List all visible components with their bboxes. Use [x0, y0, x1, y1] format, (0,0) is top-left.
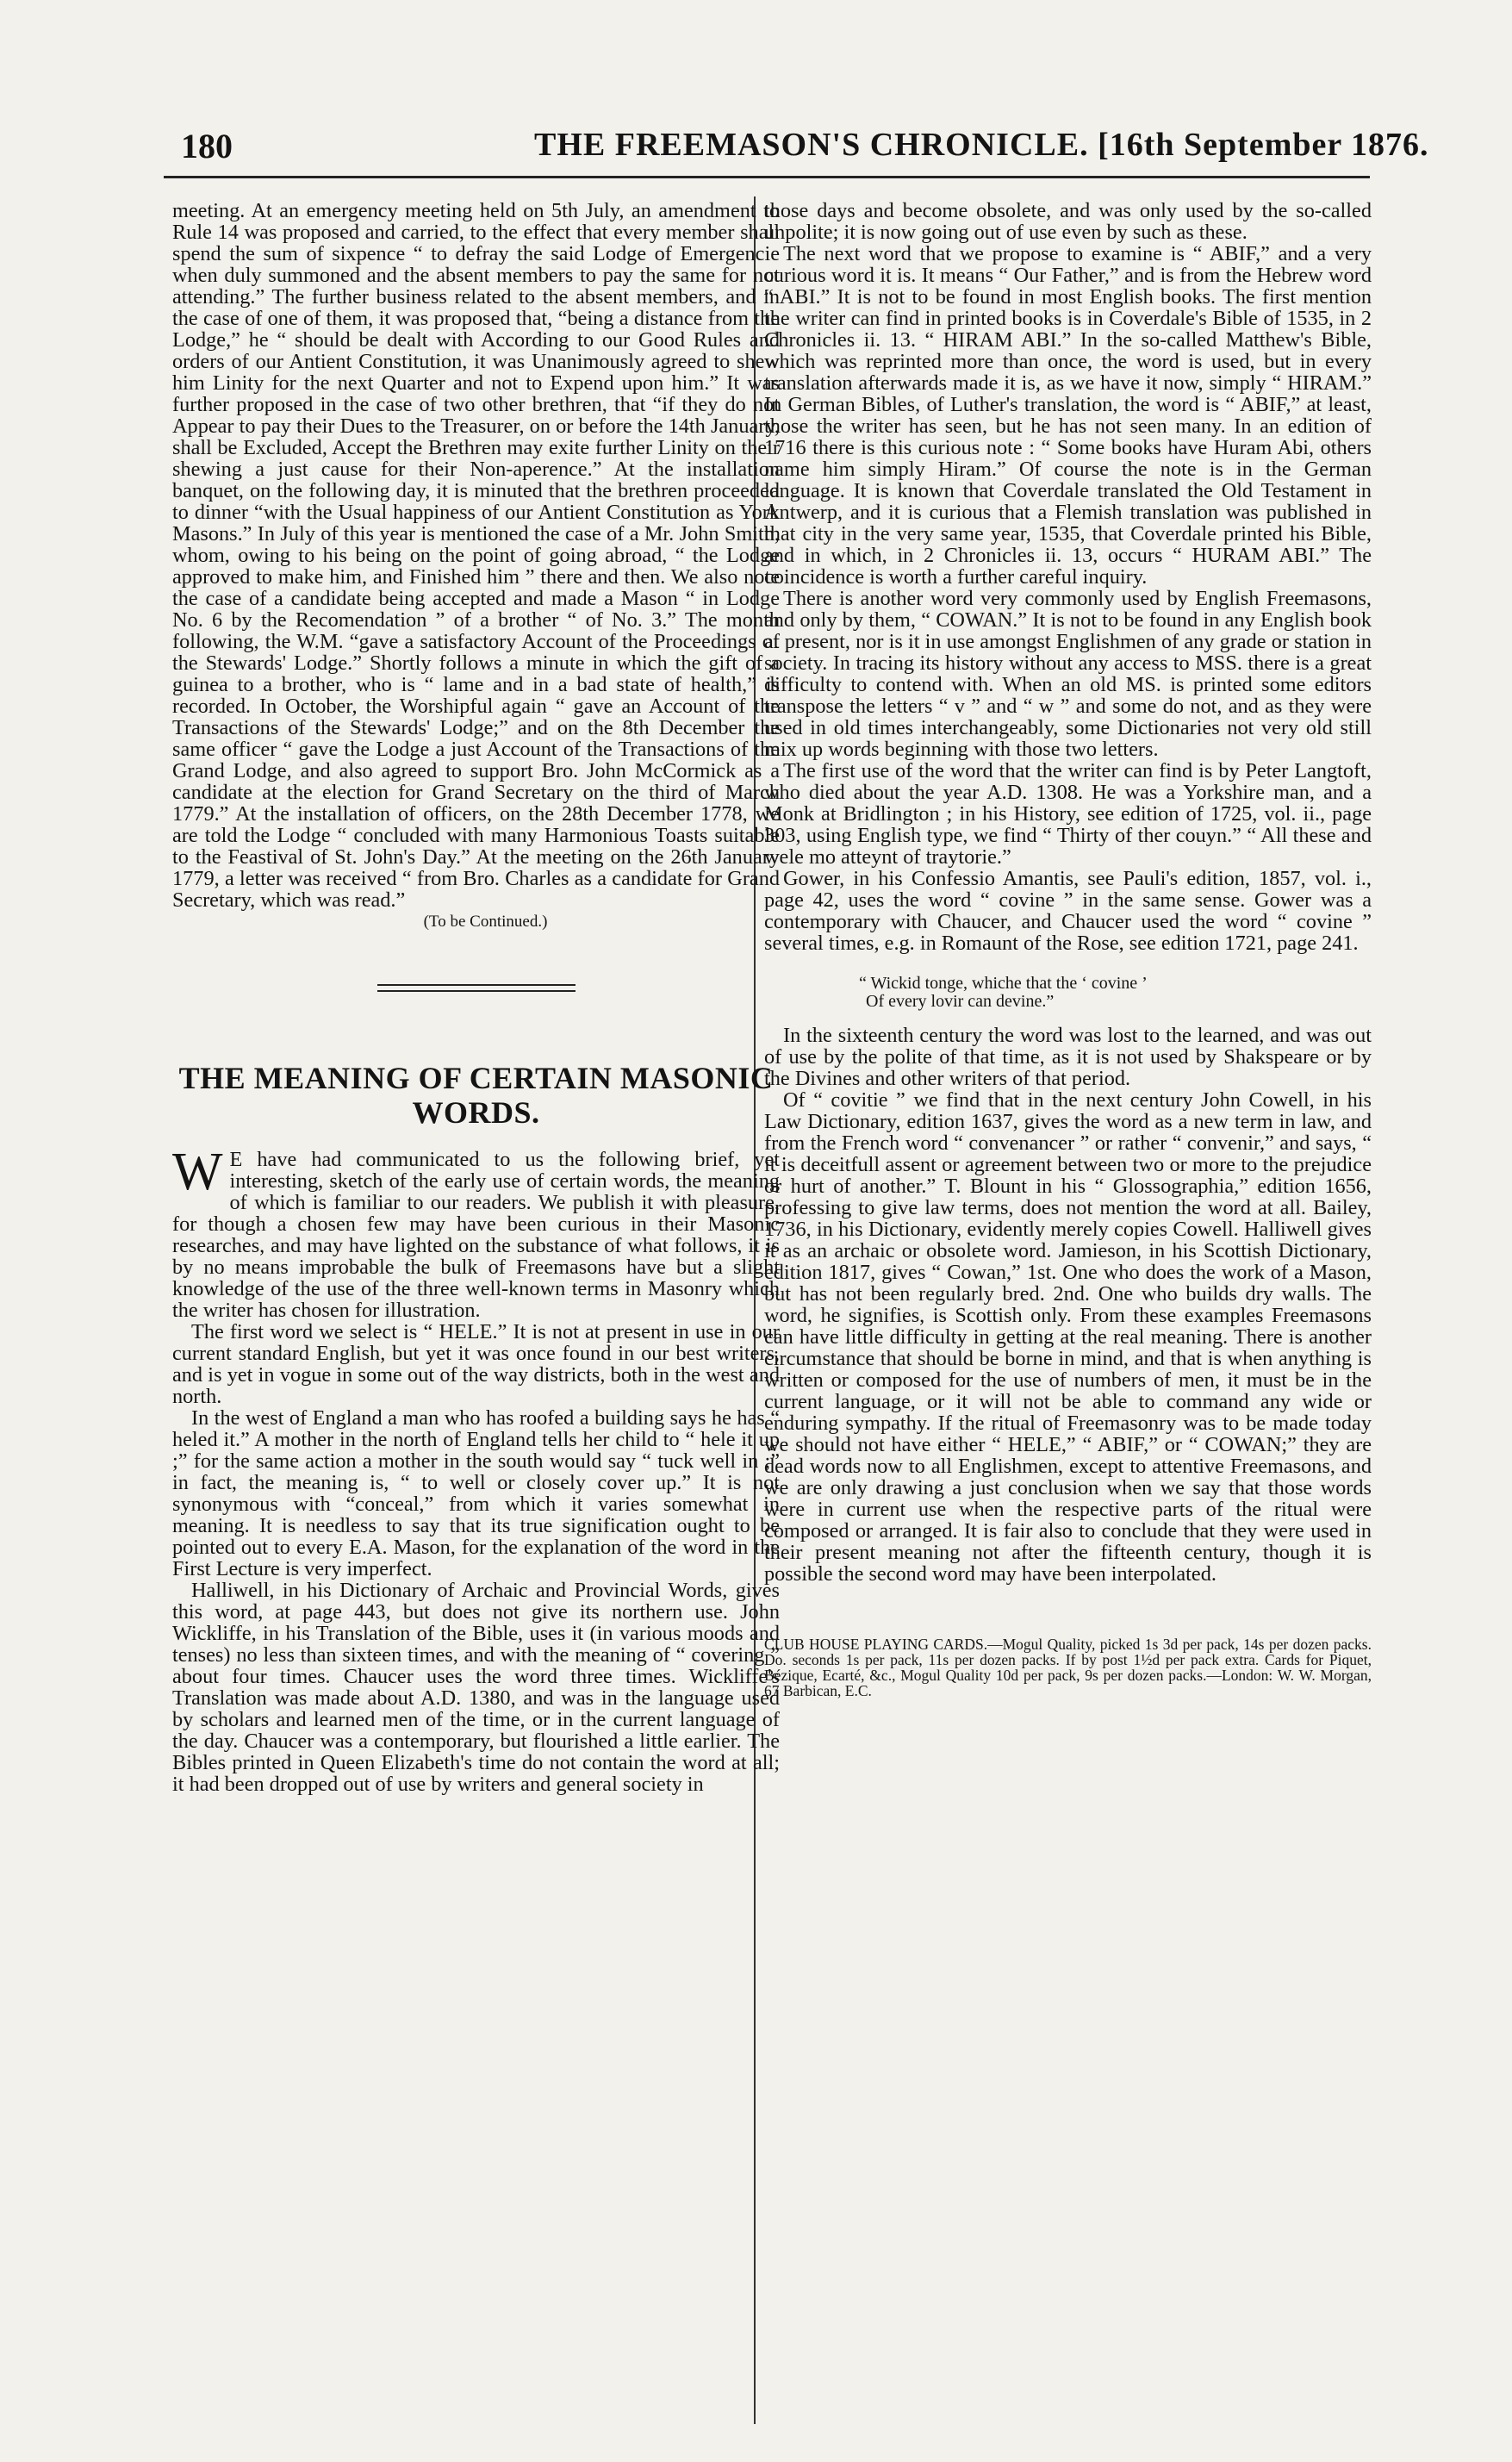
article-intro-text: E have had communicated to us the following brief, yet interesting, sketch of the early use of certain words, the meaning of which is familiar to our readers. We publish it with pleasure, for though a chosen few may have been curious in their Masonic researches, and may have lighted on the substance of what follows, it is by no means improbable the bulk of Freemasons have but a slight knowledge of the use of the three well-known terms in Masonry which the writer has chosen for illustration.: [172, 1148, 780, 1322]
page-header: [164, 121, 1429, 178]
masthead-title: THE FREEMASON'S CHRONICLE. [16th September 1876.: [534, 127, 1429, 163]
article-paragraph: In the sixteenth century the word was lost to the learned, and was out of use by the polite of that time, as it is not used by Shakspeare or by the Divines and other writers of that period.: [764, 1024, 1372, 1090]
article-paragraph: those days and become obsolete, and was only used by the so-called unpolite; it is now going out of use even by such as these.: [764, 200, 1372, 244]
right-column: [764, 200, 1372, 2419]
article-paragraph: The next word that we propose to examine is “ ABIF,” and a very curious word it is. It means “ Our Father,” and is from the Hebrew word “ ABI.” It is not to be found in most English books. The first mention the writer can find in printed books is in Coverdale's Bible of 1535, in 2 Chronicles ii. 13. “ HIRAM ABI.” In the so-called Matthew's Bible, which was reprinted more than once, the word is used, but in every translation afterwards made it is, as we have it now, simply “ HIRAM.” In German Bibles, of Luther's translation, the word is “ ABIF,” at least, those the writer has seen, but he has not seen many. In an edition of 1716 there is this curious note : “ Some books have Huram Abi, others name him simply Hiram.” Of course the note is in the German language. It is known that Coverdale translated the Old Testament in Antwerp, and it is curious that a Flemish translation was published in that city in the very same year, 1535, that Coverdale printed his Bible, and in which, in 2 Chronicles ii. 13, occurs “ HURAM ABI.” The coincidence is worth a further careful inquiry.: [764, 242, 1372, 589]
article-title: THE MEANING OF CERTAIN MASONIC WORDS.: [178, 1061, 774, 1130]
drop-cap: W: [172, 1143, 223, 1201]
article-paragraph: Of “ covitie ” we find that in the next century John Cowell, in his Law Dictionary, edition 1637, gives the word as a new term in law, and from the French word “ convenancer ” or rather “ convenir,” and says, “ it is deceitfull assent or agreement between two or more to the prejudice or hurt of another.” T. Blount in his “ Glossographia,” edition 1656, professing to give law terms, does not mention the word at all. Bailey, 1736, in his Dictionary, evidently merely copies Cowell. Halliwell gives it as an archaic or obsolete word. Jamieson, in his Scottish Dictionary, edition 1817, gives “ Cowan,” 1st. One who does the work of a Mason, but has not been regularly bred. 2nd. One who builds dry walls. The word, he signifies, is Scottish only. From these examples Freemasons can have little difficulty in getting at the real meaning. There is another circumstance that should be borne in mind, and that is when anything is written or composed for the use of numbers of men, it must be in the current language, or it will not be able to command any wide or enduring sympathy. If the ritual of Freemasonry was to be made today we should not have either “ HELE,” “ ABIF,” or “ COWAN;” they are dead words now to all Englishmen, except to attentive Freemasons, and we are only drawing a just conclusion when we say that those words were in current use when the respective parts of the ritual were composed or arranged. It is fair also to conclude that they were used in their present meaning not after the fifteenth century, though it is possible the second word may have been interpolated.: [764, 1088, 1372, 1586]
article-paragraph: [172, 1143, 780, 1322]
page-number: 180: [181, 127, 233, 165]
to-be-continued: (To be Continued.): [423, 913, 548, 931]
quote-line: “ Wickid tonge, whiche that the ‘ covine ’: [859, 974, 1148, 993]
article-paragraph: There is another word very commonly used by English Freemasons, and only by them, “ COWAN.” It is not to be found in any English book at present, nor is it in use amongst Englishmen of any grade or station in society. In tracing its history without any access to MSS. there is a great difficulty to contend with. When an old MS. is printed some editors transpose the letters “ v ” and “ w ” and some do not, and as they were used in old times interchangeably, some Dictionaries not very old still mix up words beginning with those two letters.: [764, 587, 1372, 761]
quote-line: Of every lovir can devine.”: [866, 992, 1055, 1011]
article-paragraph: Gower, in his Confessio Amantis, see Pauli's edition, 1857, vol. i., page 42, uses the word “ covine ” in the same sense. Gower was a contemporary with Chaucer, and Chaucer used the word “ covine ” several times, e.g. in Romaunt of the Rose, see edition 1721, page 241.: [764, 867, 1372, 955]
advertisement: CLUB HOUSE PLAYING CARDS.—Mogul Quality, picked 1s 3d per pack, 14s per dozen packs. Do. seconds 1s per pack, 11s per dozen packs. If by post 1½d per pack extra. Cards for Piquet, Bézique, Ecarté, &c., Mogul Quality 10d per pack, 9s per dozen packs.—London: W. W. Morgan, 67 Barbican, E.C.: [764, 1636, 1372, 1699]
verse-quote: [764, 975, 1372, 1011]
article-paragraph: In the west of England a man who has roofed a building says he has “ heled it.” A mother in the north of England tells her child to “ hele it up ;” for the same action a mother in the south would say “ tuck well in ;” in fact, the meaning is, “ to well or closely cover up.” It is not synonymous with “conceal,” from which it varies somewhat in meaning. It is needless to say that its true signification ought to be pointed out to every E.A. Mason, for the explanation of the word in the First Lecture is very imperfect.: [172, 1406, 780, 1580]
article-paragraph: The first use of the word that the writer can find is by Peter Langtoft, who died about the year A.D. 1308. He was a Yorkshire man, and a Monk at Bridlington ; in his History, see edition of 1725, vol. ii., page 303, using English type, we find “ Thirty of ther couyn.” “ All these and wele mo atteynt of traytorie.”: [764, 759, 1372, 869]
section-rule: [377, 984, 576, 986]
section-rule: [377, 990, 576, 992]
lodge-history-paragraph: meeting. At an emergency meeting held on 5th July, an amendment to Rule 14 was proposed and carried, to the effect that every member shall spend the sum of sixpence “ to defray the said Lodge of Emergencie when duly summoned and the absent members to pay the same for not attending.” The further business related to the absent members, and in the case of one of them, it was proposed that, “being a distance from the Lodge,” he “ should be dealt with According to our Good Rules and orders of our Antient Constitution, it was Unanimously agreed to shew him Linity for the next Quarter and not to Expend upon him.” It was further proposed in the case of two other brethren, that “if they do not Appear to pay their Dues to the Treasurer, on or before the 14th January, shall be Excluded, Accept the Brethren may exite further Linity on their shewing a just cause for their Non-aperence.” At the installation banquet, on the following day, it is minuted that the brethren proceeded to dinner “with the Usual happiness of our Antient Constitution as York Masons.” In July of this year is mentioned the case of a Mr. John Smith, whom, owing to his being on the point of going abroad, “ the Lodge approved to make him, and Finished him ” there and then. We also note the case of a candidate being accepted and made a Mason “ in Lodge No. 6 by the Recomendation ” of a brother “ of No. 3.” The month following, the W.M. “gave a satisfactory Account of the Proceedings of the Stewards' Lodge.” Shortly follows a minute in which the gift of a guinea to a brother, who is “ lame and in a bad state of health,” is recorded. In October, the Worshipful again “ gave an Account of the Transactions of the Stewards' Lodge;” and on the 8th December the same officer “ gave the Lodge a just Account of the Transactions of the Grand Lodge, and also agreed to support Bro. John McCormick as a candidate at the election for Grand Secretary on the third of March 1779.” At the installation of officers, on the 28th December 1778, we are told the Lodge “ concluded with many Harmonious Toasts suitable to the Feastival of St. John's Day.” At the meeting on the 26th January 1779, a letter was received “ from Bro. Charles as a candidate for Grand Secretary, which was read.”: [172, 200, 780, 912]
article-paragraph: The first word we select is “ HELE.” It is not at present in use in our current standard English, but yet it was once found in our best writers, and is yet in vogue in some out of the way districts, both in the west and north.: [172, 1320, 780, 1408]
article-paragraph: Halliwell, in his Dictionary of Archaic and Provincial Words, gives this word, at page 443, but does not give its northern use. John Wickliffe, in his Translation of the Bible, uses it (in various moods and tenses) no less than sixteen times, and with the meaning of “ covering ” about four times. Chaucer uses the word three times. Wickliffe's Translation was made about A.D. 1380, and was in the language used by scholars and learned men of the time, or in the current language of the day. Chaucer was a contemporary, but flourished a little earlier. The Bibles printed in Queen Elizabeth's time do not contain the word at all; it had been dropped out of use by writers and general society in: [172, 1579, 780, 1796]
left-column: [172, 200, 780, 2419]
